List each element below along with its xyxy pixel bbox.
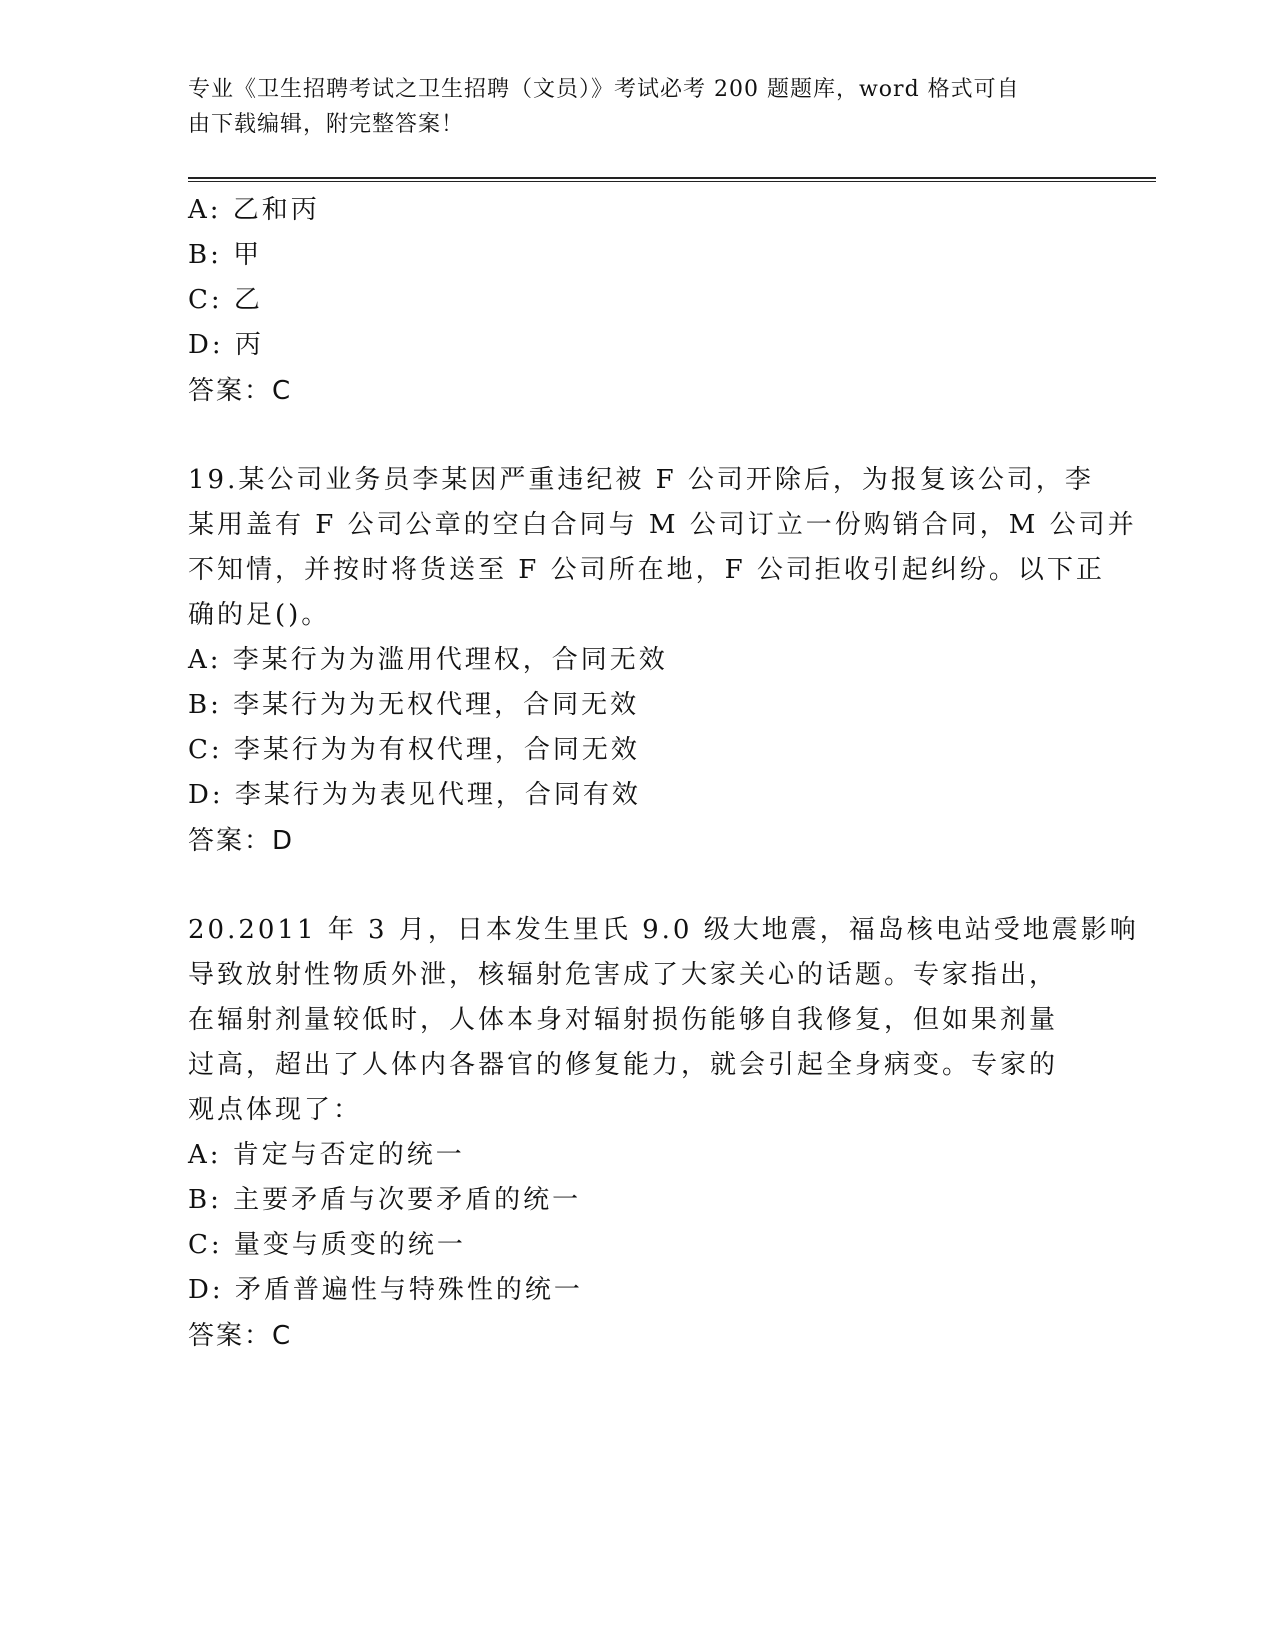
question-stem-line: 20.2011 年 3 月，日本发生里氏 9.0 级大地震，福岛核电站受地震影响	[188, 915, 1139, 945]
question-stem-line: 在辐射剂量较低时，人体本身对辐射损伤能够自我修复，但如果剂量	[188, 1005, 1059, 1035]
question-block-20	[188, 908, 1139, 1359]
option-c: C: 李某行为为有权代理，合同无效	[188, 735, 640, 765]
header-line-1: 专业《卫生招聘考试之卫生招聘（文员）》考试必考 200 题题库，word 格式可自	[188, 77, 1020, 102]
answer-line: 答案：D	[188, 826, 295, 856]
question-block-18	[188, 188, 1088, 414]
question-stem-line: 过高，超出了人体内各器官的修复能力，就会引起全身病变。专家的	[188, 1050, 1059, 1080]
option-c: C: 乙	[188, 285, 263, 315]
option-d: D: 矛盾普遍性与特殊性的统一	[188, 1275, 583, 1305]
option-c: C: 量变与质变的统一	[188, 1230, 466, 1260]
question-stem-line: 导致放射性物质外泄，核辐射危害成了大家关心的话题。专家指出，	[188, 960, 1059, 990]
option-d: D: 李某行为为表见代理，合同有效	[188, 780, 641, 810]
option-a: A: 乙和丙	[188, 195, 320, 225]
spacer	[188, 414, 1088, 458]
question-stem-line: 19.某公司业务员李某因严重违纪被 F 公司开除后，为报复该公司，李	[188, 465, 1094, 495]
option-d: D: 丙	[188, 330, 264, 360]
question-block-19	[188, 458, 1137, 864]
spacer	[188, 864, 1088, 908]
option-a: A: 李某行为为滥用代理权，合同无效	[188, 645, 668, 675]
question-stem-line: 确的足()。	[188, 600, 331, 630]
option-b: B: 主要矛盾与次要矛盾的统一	[188, 1185, 582, 1215]
question-stem-line: 不知情，并按时将货送至 F 公司所在地，F 公司拒收引起纠纷。以下正	[188, 555, 1105, 585]
header-line-2: 由下载编辑，附完整答案！	[188, 112, 465, 137]
option-b: B: 甲	[188, 240, 263, 270]
option-b: B: 李某行为为无权代理，合同无效	[188, 690, 640, 720]
option-a: A: 肯定与否定的统一	[188, 1140, 465, 1170]
answer-line: 答案：C	[188, 1321, 293, 1351]
question-stem-line: 观点体现了：	[188, 1095, 363, 1125]
header-divider	[188, 177, 1156, 182]
answer-line: 答案：C	[188, 376, 293, 406]
question-stem-line: 某用盖有 F 公司公章的空白合同与 M 公司订立一份购销合同，M 公司并	[188, 510, 1137, 540]
document-header	[188, 72, 1068, 142]
document-body	[188, 188, 1139, 1359]
